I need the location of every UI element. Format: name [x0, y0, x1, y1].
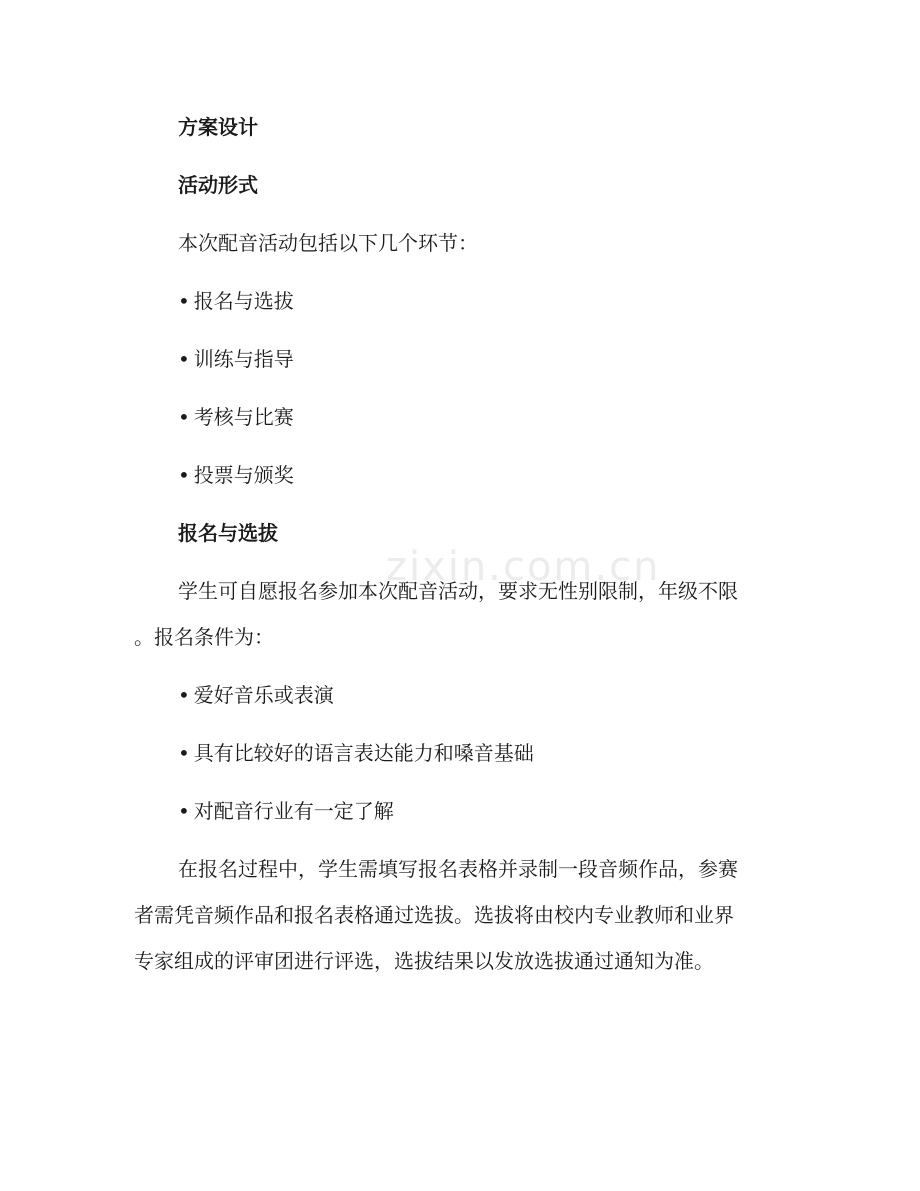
- list-item-label: 训练与指导: [193, 347, 294, 371]
- signup-paragraph-line: 学生可自愿报名参加本次配音活动，要求无性别限制，年级不限: [178, 579, 738, 603]
- bullet-icon: •: [178, 741, 190, 765]
- heading-plan: 方案设计: [178, 115, 258, 139]
- list-item-label: 具有比较好的语言表达能力和嗓音基础: [193, 741, 534, 765]
- list-item-label: 对配音行业有一定了解: [193, 799, 394, 823]
- list-item-label: 考核与比赛: [193, 405, 294, 429]
- list-item-label: 投票与颁奖: [193, 463, 294, 487]
- list-item: [178, 403, 294, 431]
- signup-paragraph-line: 。报名条件为：: [134, 625, 274, 649]
- list-item: [178, 345, 294, 373]
- bullet-icon: •: [178, 289, 190, 313]
- list-item: [178, 739, 534, 767]
- list-item: [178, 461, 294, 489]
- list-item: [178, 287, 294, 315]
- bullet-icon: •: [178, 799, 190, 823]
- bullet-icon: •: [178, 463, 190, 487]
- bullet-icon: •: [178, 683, 190, 707]
- intro-paragraph: 本次配音活动包括以下几个环节：: [178, 231, 478, 255]
- list-item-label: 报名与选拔: [193, 289, 294, 313]
- heading-signup: 报名与选拔: [178, 521, 278, 545]
- heading-activity-form: 活动形式: [178, 173, 258, 197]
- watermark: zixin.com.cn: [386, 544, 661, 590]
- process-paragraph-line: 者需凭音频作品和报名表格通过选拔。选拔将由校内专业教师和业界: [134, 903, 734, 927]
- list-item-label: 爱好音乐或表演: [193, 683, 334, 707]
- list-item: [178, 681, 334, 709]
- list-item: [178, 797, 394, 825]
- bullet-icon: •: [178, 405, 190, 429]
- process-paragraph-line: 在报名过程中，学生需填写报名表格并录制一段音频作品，参赛: [178, 857, 738, 881]
- bullet-icon: •: [178, 347, 190, 371]
- process-paragraph-line: 专家组成的评审团进行评选，选拔结果以发放选拔通过通知为准。: [134, 949, 714, 973]
